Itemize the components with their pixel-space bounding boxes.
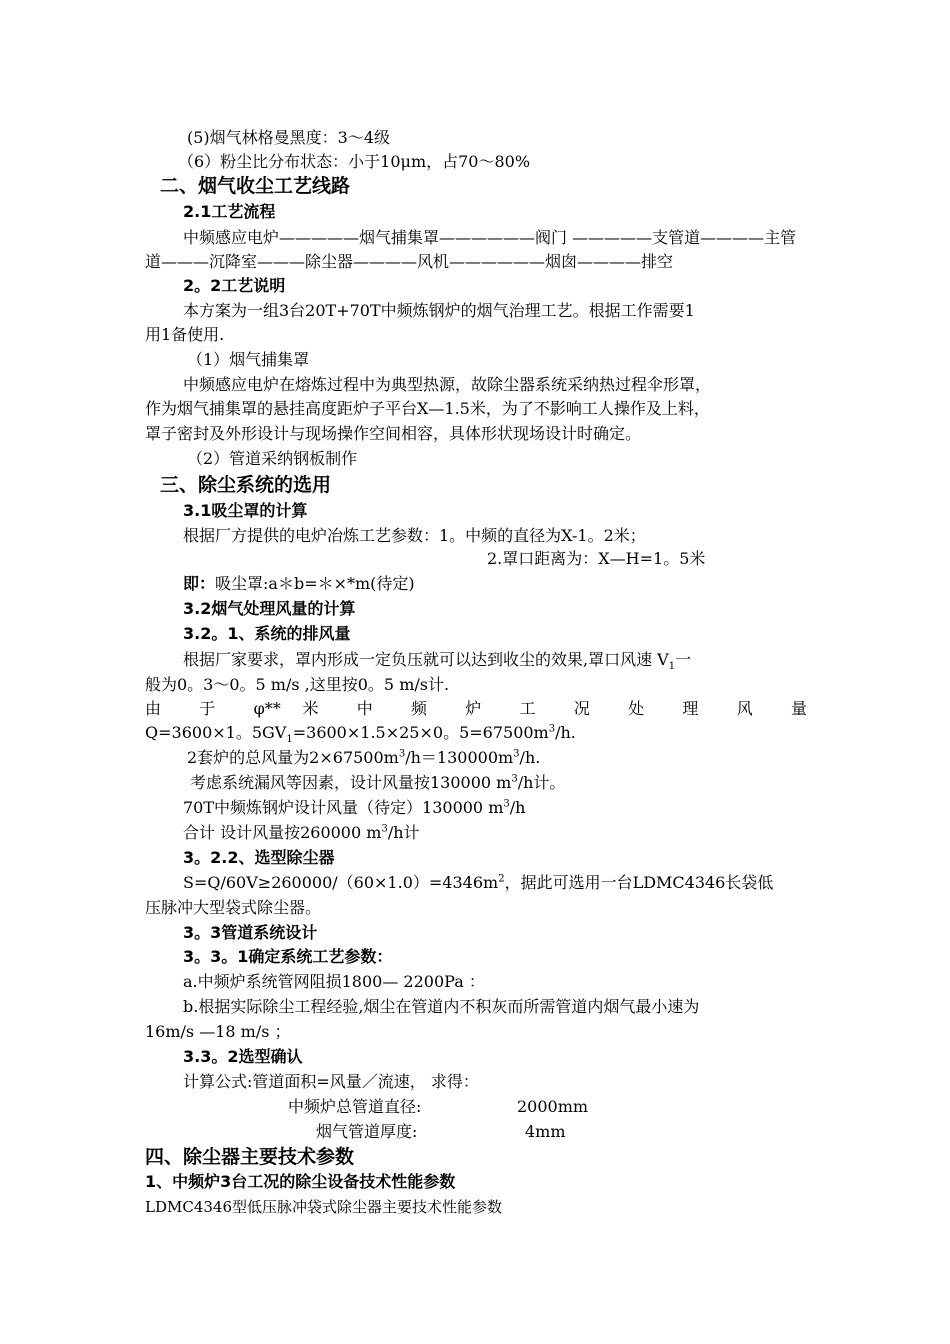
- hood-formula: 吸尘罩:a＊b=＊×*m(待定): [215, 574, 415, 593]
- superscript: 3: [503, 798, 510, 810]
- q-formula: Q=3600×1。5GV: [145, 723, 287, 742]
- word: 工: [519, 699, 553, 718]
- section-3-title: 三、除尘系统的选用: [160, 474, 332, 496]
- 70t-airflow-line: [183, 797, 525, 819]
- word: φ**: [253, 699, 281, 718]
- param-b-line-1: b.根据实际除尘工程经验,烟尘在管道内不积灰而所需管道内烟气最小速为: [183, 997, 700, 1016]
- process-flow-line-2: 道———沉降室———除尘器————风机——————烟囱————排空: [145, 252, 674, 271]
- heading-4-1: 1、中频炉3台工况的除尘设备技术性能参数: [145, 1172, 456, 1191]
- heading-3-3-2: 3.3。2选型确认: [183, 1047, 303, 1066]
- calc-param-line-1: 根据厂方提供的电炉冶炼工艺参数：1。中频的直径为X-1。2米；: [183, 526, 646, 545]
- formula-line: 计算公式:管道面积=风量／流速， 求得：: [183, 1072, 479, 1091]
- section-2-title: 二、烟气收尘工艺线路: [160, 175, 351, 197]
- text: 合计 设计风量按260000 m: [183, 823, 382, 842]
- superscript: 3: [381, 823, 388, 835]
- section-4-title: 四、除尘器主要技术参数: [145, 1146, 355, 1168]
- word: 理: [682, 699, 716, 718]
- pipe-diameter-label: 中频炉总管道直径:: [288, 1097, 422, 1116]
- word: 频: [411, 699, 444, 718]
- heading-3-2-1: 3.2。1、系统的排风量: [183, 624, 351, 643]
- exhaust-text-end: 一: [675, 650, 692, 669]
- text: /h: [509, 798, 526, 817]
- word: 于: [199, 699, 232, 718]
- word: 量: [790, 699, 807, 718]
- hood-formula-label: 即：: [183, 574, 216, 593]
- calc-param-line-2: 2.罩口距离为：X—H=1。5米: [487, 549, 706, 568]
- text: 70T中频炼钢炉设计风量（待定）130000 m: [183, 798, 504, 817]
- hood-line-2: 作为烟气捕集罩的悬挂高度距炉子平台X—1.5米，为了不影响工人操作及上料，: [145, 399, 710, 418]
- hood-subtitle: （1）烟气捕集罩: [187, 350, 310, 369]
- word: 中: [356, 699, 390, 718]
- sum-airflow-line: [183, 822, 420, 844]
- text: 考虑系统漏风等因素，设计风量按130000 m: [190, 773, 512, 792]
- word: 米: [302, 699, 336, 718]
- param-b-line-2: 16m/s —18 m/s ；: [145, 1022, 291, 1041]
- word: 处: [628, 699, 661, 718]
- text: S=Q/60V≥260000/（60×1.0）=4346m: [183, 873, 499, 892]
- word: 炉: [465, 699, 498, 718]
- heading-3-2: 3.2烟气处理风量的计算: [183, 599, 356, 618]
- pipe-diameter-value: 2000mm: [517, 1097, 589, 1116]
- process-flow-line-1: 中频感应电炉—————烟气捕集罩——————阀门 —————支管道————主管: [183, 228, 797, 247]
- text: 2套炉的总风量为2×67500m: [187, 748, 399, 767]
- pipe-thickness-value: 4mm: [525, 1122, 566, 1141]
- q-formula: =3600×1.5×25×0。5=67500m: [292, 723, 549, 742]
- hood-line-3: 罩子密封及外形设计与现场操作空间相容，具体形状现场设计时确定。: [145, 424, 642, 443]
- velocity-subscript: 1: [668, 661, 676, 673]
- dust-distribution-line: （6）粉尘比分布状态：小于10μm，占70～80%: [178, 152, 531, 171]
- word: 风: [736, 699, 770, 718]
- q-formula-line: [145, 722, 576, 744]
- heading-3-2-2: 3。2.2、选型除尘器: [183, 848, 335, 867]
- q-formula: /h.: [555, 723, 576, 742]
- superscript: 2: [498, 873, 505, 885]
- leak-airflow-line: [190, 772, 565, 794]
- scheme-line-1: 本方案为一组3台20T+70T中频炼钢炉的烟气治理工艺。根据工作需要1: [183, 301, 695, 320]
- heading-2-1: 2.1工艺流程: [183, 202, 276, 221]
- word: 由: [145, 699, 178, 718]
- text: ，据此可选用一台LDMC4346长袋低: [504, 873, 774, 892]
- airflow-justified-line: [145, 698, 807, 720]
- heading-3-1: 3.1吸尘罩的计算: [183, 501, 308, 520]
- exhaust-text: 根据厂家要求，罩内形成一定负压就可以达到收尘的效果,罩口风速 V: [183, 650, 669, 669]
- pipe-subtitle: （2）管道采纳钢板制作: [187, 449, 358, 468]
- exhaust-line-1: [183, 649, 691, 671]
- total-airflow-line: [187, 747, 540, 769]
- superscript: 3: [398, 748, 406, 760]
- ldmc-param-caption: LDMC4346型低压脉冲袋式除尘器主要技术性能参数: [145, 1198, 502, 1216]
- hood-line-1: 中频感应电炉在熔炼过程中为典型热源，故除尘器系统采纳热过程伞形罩，: [183, 375, 712, 394]
- heading-2-2: 2。2工艺说明: [183, 276, 286, 295]
- subscript: 1: [286, 734, 293, 746]
- hood-formula-line: [183, 573, 415, 595]
- smoke-ringelmann-line: (5)烟气林格曼黑度：3～4级: [187, 128, 391, 147]
- scheme-line-2: 用1备使用.: [145, 325, 225, 344]
- param-a-line: a.中频炉系统管网阻损1800— 2200Pa ：: [183, 972, 485, 991]
- text: /h计。: [517, 773, 566, 792]
- text: /h.: [519, 748, 541, 767]
- heading-3-3-1: 3。3。1确定系统工艺参数：: [183, 947, 393, 966]
- superscript: 3: [513, 748, 520, 760]
- superscript: 3: [548, 723, 556, 735]
- filter-area-line-1: [183, 872, 773, 894]
- exhaust-line-2: 般为0。3～0。5 m/s ,这里按0。5 m/s计.: [145, 675, 450, 694]
- heading-3-3: 3。3管道系统设计: [183, 923, 318, 942]
- text: /h计: [387, 823, 420, 842]
- pipe-thickness-label: 烟气管道厚度:: [316, 1122, 418, 1141]
- filter-area-line-2: 压脉冲大型袋式除尘器。: [145, 898, 322, 917]
- superscript: 3: [511, 773, 518, 785]
- text: /h＝130000m: [405, 748, 514, 767]
- word: 况: [573, 699, 607, 718]
